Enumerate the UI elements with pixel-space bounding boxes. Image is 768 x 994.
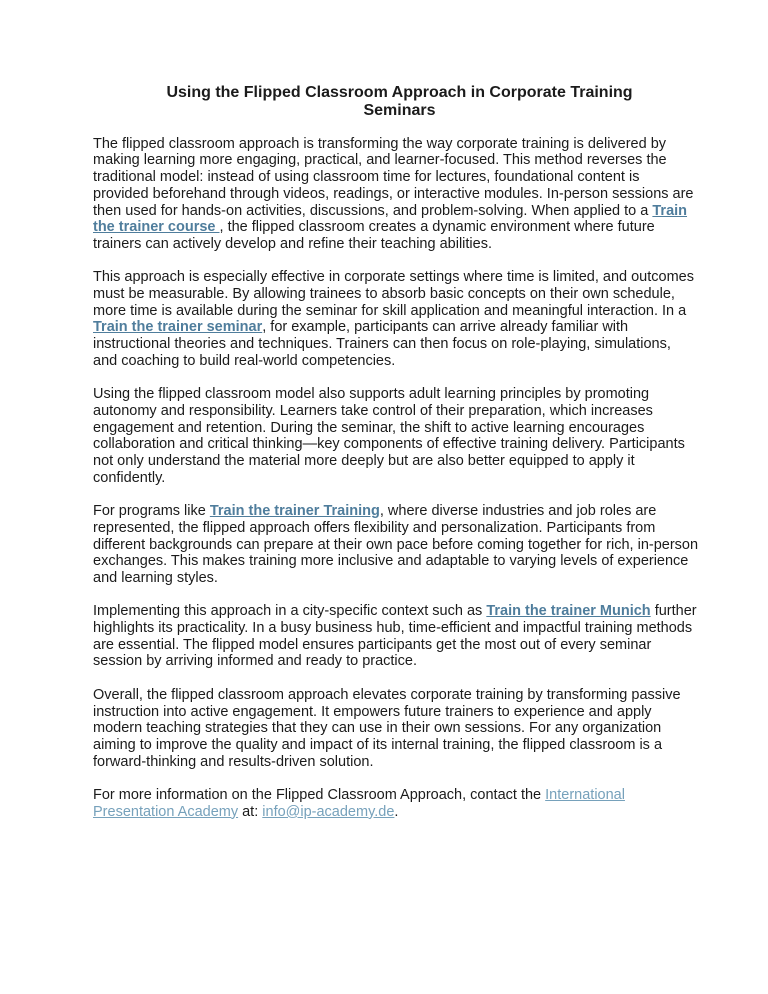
text-run: further highlights its practicality. In a busy business hub, time-efficient and impactful training methods are essential. The flipped model ensures participants get the most out of every seminar session by arriving informed and ready to practice.: [93, 603, 697, 670]
text-run: , where diverse industries and job roles are represented, the flipped approach offers flexibility and personalization. Participants from different backgrounds can prepare at their own pace before coming together for rich, in-person exchanges. This makes training more inclusive and adaptable to varying levels of experience and learning styles.: [93, 503, 699, 586]
link-train-the-trainer-course[interactable]: Train the trainer course: [93, 202, 688, 236]
text-run: Overall, the flipped classroom approach elevates corporate training by transforming passive instruction into active engagement. It empowers future trainers to experience and apply modern teaching strategies that they can use in their own sessions. For any organization aiming to improve the quality and impact of its internal training, the flipped classroom is a forward-thinking and results-driven solution.: [93, 686, 681, 770]
link-train-the-trainer-training[interactable]: Train the trainer Training: [209, 503, 380, 520]
text-run: , the flipped classroom creates a dynamic environment where future trainers can actively develop and refine their teaching abilities.: [93, 219, 655, 252]
paragraph-1: [93, 136, 699, 253]
paragraph-4: [93, 503, 699, 587]
document-title: Using the Flipped Classroom Approach in Corporate Training Seminars: [166, 84, 633, 119]
paragraph-6: [93, 687, 699, 771]
text-run: This approach is especially effective in corporate settings where time is limited, and outcomes must be measurable. By allowing trainees to absorb basic concepts on their own schedule, more time is available during the seminar for skill application and meaningful interaction. In a: [93, 269, 694, 319]
text-run: at:: [238, 803, 263, 820]
link-international-presentation-academy[interactable]: International Presentation Academy: [93, 787, 625, 820]
text-run: The flipped classroom approach is transforming the way corporate training is delivered by making learning more engaging, practical, and learner-focused. This method reverses the traditional model: instead of using classroom time for lectures, foundational content is provided beforehand through videos, readings, or interactive modules. In-person sessions are then used for hands-on activities, discussions, and problem-solving. When applied to a: [93, 135, 694, 219]
link-email-info-ip-academy[interactable]: info@ip-academy.de: [262, 803, 395, 820]
paragraph-2: [93, 269, 699, 369]
paragraph-7: [93, 787, 699, 820]
text-run: Using the flipped classroom model also supports adult learning principles by promoting autonomy and responsibility. Learners take control of their preparation, which increases engagement and retention. During the seminar, the shift to active learning encourages collaboration and critical thinking—key components of effective training delivery. Participants not only understand the material more deeply but are also better equipped to apply it confidently.: [93, 386, 685, 486]
text-run: , for example, participants can arrive already familiar with instructional theories and techniques. Trainers can then focus on role-playing, simulations, and coaching to build real-world competencies.: [93, 319, 671, 369]
text-run: For more information on the Flipped Classroom Approach, contact the: [93, 787, 546, 804]
link-train-the-trainer-seminar[interactable]: Train the trainer seminar: [93, 319, 263, 336]
paragraph-5: [93, 603, 699, 670]
text-run: Implementing this approach in a city-specific context such as: [93, 603, 487, 620]
text-run: For programs like: [93, 503, 210, 520]
text-run: .: [394, 803, 399, 820]
link-train-the-trainer-munich[interactable]: Train the trainer Munich: [486, 603, 651, 620]
paragraph-3: [93, 386, 699, 486]
